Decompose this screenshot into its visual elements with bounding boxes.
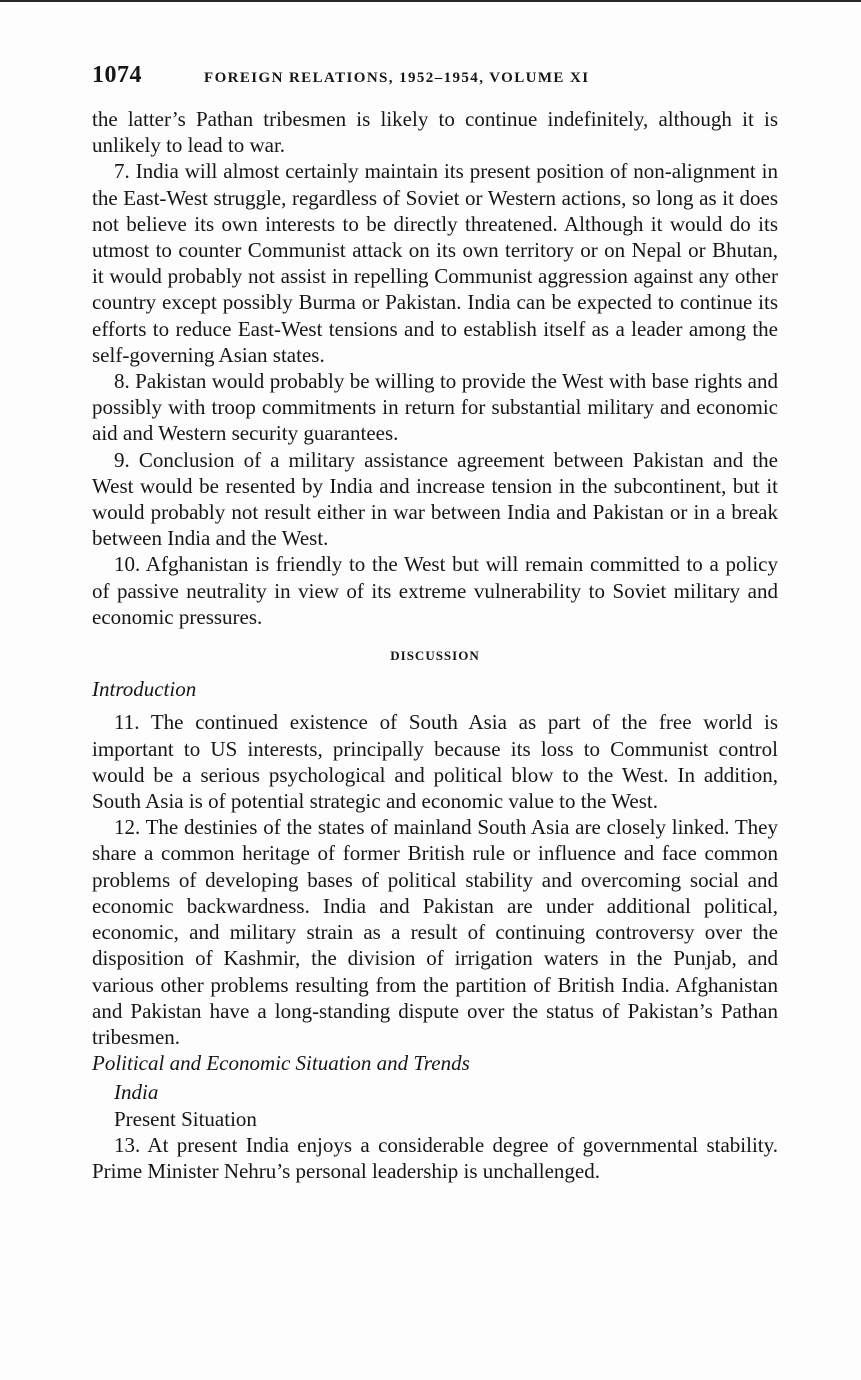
introduction-heading: Introduction <box>92 677 197 702</box>
paragraph-8: 8. Pakistan would probably be willing to provide the West with base rights and possibly with troop commitments in return for substantial military and economic aid and Western security guarantees. <box>92 369 778 446</box>
top-border-rule <box>0 0 861 2</box>
paragraph-12: 12. The destinies of the states of mainland South Asia are closely linked. They share a common heritage of former British rule or influence and face common problems of developing bases of political stability and overcoming social and economic backwardness. India and Pakistan are under additional political, economic, and military strain as a result of continuing controversy over the disposition of Kashmir, the division of irrigation waters in the Punjab, and various other problems resulting from the partition of British India. Afghanistan and Pakistan have a long-standing dispute over the status of Pakistan’s Pathan tribesmen. <box>92 815 778 1049</box>
running-title: FOREIGN RELATIONS, 1952–1954, VOLUME XI <box>204 70 590 86</box>
discussion-heading: DISCUSSION <box>390 648 480 664</box>
paragraph-7: 7. India will almost certainly maintain its present position of non-alignment in the East-West struggle, regardless of Soviet or Western actions, so long as it does not believe its own interests to be directly threatened. Although it would do its utmost to counter Communist attack on its own territory or on Nepal or Bhutan, it would probably not assist in repelling Communist aggression against any other country except possibly Burma or Pakistan. India can be expected to continue its efforts to reduce East-West tensions and to establish itself as a leader among the self-governing Asian states. <box>92 159 778 367</box>
paragraph-11: 11. The continued existence of South Asia as part of the free world is important to US interests, principally because its loss to Communist control would be a serious psychological and political blow to the West. In addition, South Asia is of potential strategic and economic value to the West. <box>92 710 778 814</box>
paragraph-13: 13. At present India enjoys a considerable degree of governmental stability. Prime Minister Nehru’s personal leadership is unchallenged. <box>92 1132 778 1183</box>
document-page <box>92 62 778 1184</box>
page-number: 1074 <box>92 62 142 88</box>
running-header <box>92 62 778 92</box>
paragraph-10: 10. Afghanistan is friendly to the West but will remain committed to a policy of passive neutrality in view of its extreme vulnerability to Soviet military and economic pressures. <box>92 552 778 629</box>
present-situation-heading: Present Situation <box>114 1106 257 1131</box>
continuation-paragraph: the latter’s Pathan tribesmen is likely to continue indefinitely, although it is unlikely to lead to war. <box>92 107 778 158</box>
political-economic-heading: Political and Economic Situation and Trends <box>92 1051 470 1076</box>
paragraph-9: 9. Conclusion of a military assistance agreement between Pakistan and the West would be resented by India and increase tension in the subcontinent, but it would probably not result either in war between India and Pakistan or in a break between India and the West. <box>92 447 778 551</box>
india-heading: India <box>114 1080 159 1105</box>
